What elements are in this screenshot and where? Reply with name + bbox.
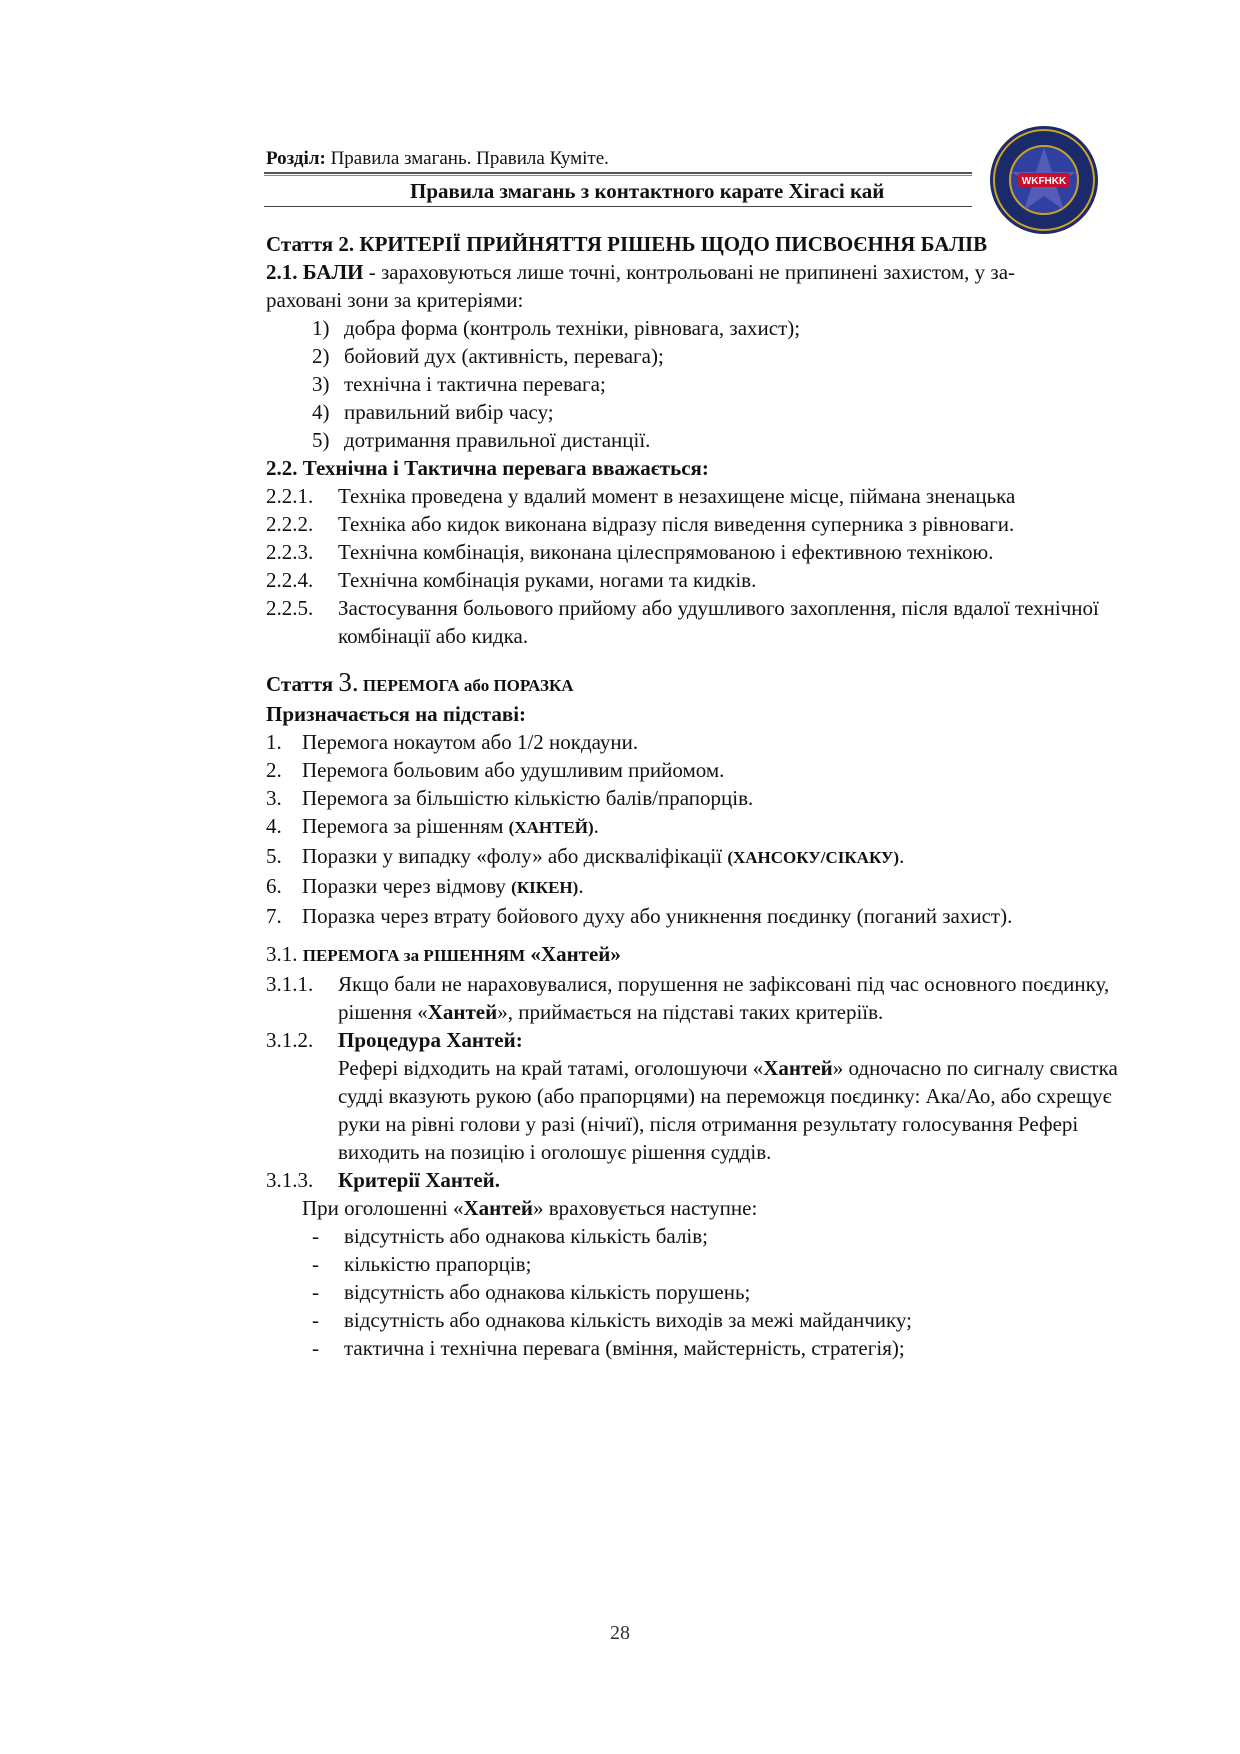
header-bottom-rule: [264, 206, 972, 207]
article-3-basis: Призначається на підставі:: [266, 702, 527, 726]
list-item: 3. Перемога за більшістю кількістю балів/прапорців.: [266, 786, 754, 810]
list-item: 2.2.3. Технічна комбінація, виконана цілеспрямованою і ефективною технікою.: [266, 540, 994, 564]
list-item: 2.2.5. Застосування больового прийому або удушливого захоплення, після вдалої технічної комбінації або кидка.: [266, 596, 1099, 648]
criteria-list: [266, 314, 1156, 454]
list-item: 5. Поразки у випадку «фолу» або дискваліфікації (ХАНСОКУ/СІКАКУ).: [266, 844, 905, 868]
article-3-title: Стаття 3. ПЕРЕМОГА або ПОРАЗКА: [266, 667, 574, 697]
list-item: 3) технічна і тактична перевага;: [312, 372, 606, 396]
list-item: 2.2.2. Техніка або кидок виконана відразу після виведення суперника з рівноваги.: [266, 512, 1015, 536]
list-item: 3.1.3. Критерії Хантей.: [266, 1168, 500, 1192]
list-item: 3.1.2. Процедура Хантей: Рефері відходить на край татамі, оголошуючи «Хантей» одночасно по сигналу свистка судді вказують рукою (або прапорцями) на переможця поєдинку: Ака/Ао, або схрещує руки на рівні голови у разі (нічиї), після отримання результату голосування Рефері виходить на позицію і оголошує рішення суддів.: [266, 1028, 1118, 1164]
list-item: 1) добра форма (контроль техніки, рівновага, захист);: [312, 316, 801, 340]
list-item: 3.1.1. Якщо бали не нараховувалися, порушення не зафіксовані під час основного поєдинку, рішення «Хантей», приймається на підставі таких критеріїв.: [266, 972, 1110, 1024]
article-3-list: [266, 728, 1156, 930]
list-item: 1. Перемога нокаутом або 1/2 нокдауни.: [266, 730, 639, 754]
section-2-1-cont: раховані зони за критеріями:: [266, 288, 524, 312]
list-item: 6. Поразки через відмову (КІКЕН).: [266, 874, 584, 898]
list-item: 4. Перемога за рішенням (ХАНТЕЙ).: [266, 814, 599, 838]
section-3-1-title: 3.1. ПЕРЕМОГА за РІШЕННЯМ «Хантей»: [266, 942, 621, 966]
list-item: - відсутність або однакова кількість виходів за межі майданчику;: [312, 1308, 912, 1332]
list-item: 7. Поразка через втрату бойового духу або уникнення поєдинку (поганий захист).: [266, 904, 1013, 928]
section-3-1-3-intro: При оголошенні «Хантей» враховується наступне:: [302, 1196, 758, 1220]
section-2-2-list: [266, 482, 1156, 650]
list-item: 2) бойовий дух (активність, перевага);: [312, 344, 664, 368]
main-content: [266, 230, 1156, 1362]
list-item: - відсутність або однакова кількість балів;: [312, 1224, 709, 1248]
hantei-criteria-list: [266, 1222, 1156, 1362]
list-item: 2.2.4. Технічна комбінація руками, ногами та кидків.: [266, 568, 757, 592]
header-rule: [264, 172, 972, 174]
section-text: Правила змагань. Правила Куміте.: [325, 148, 609, 169]
page-number: 28: [610, 1622, 630, 1644]
section-3-1-list: [266, 970, 1156, 1194]
logo-text: WKFHKK: [1021, 176, 1067, 187]
list-item: 2.2.1. Техніка проведена у вдалий момент в незахищене місце, піймана зненацька: [266, 484, 1016, 508]
section-2-2-title: 2.2. Технічна і Тактична перевага вважається:: [266, 456, 709, 480]
list-item: - тактична і технічна перевага (вміння, майстерність, стратегія);: [312, 1336, 905, 1360]
section-header: [266, 148, 609, 170]
article-2-title: Стаття 2. КРИТЕРІЇ ПРИЙНЯТТЯ РІШЕНЬ ЩОДО ПИСВОЄННЯ БАЛІВ: [266, 232, 988, 256]
list-item: 5) дотримання правильної дистанції.: [312, 428, 651, 452]
list-item: - кількістю прапорців;: [312, 1252, 532, 1276]
header-rule-thin: [264, 175, 972, 176]
section-label: Розділ:: [266, 148, 326, 169]
section-2-1: 2.1. БАЛИ - зараховуються лише точні, контрольовані не припинені захистом, у за-: [266, 260, 1016, 284]
list-item: - відсутність або однакова кількість порушень;: [312, 1280, 751, 1304]
list-item: 4) правильний вибір часу;: [312, 400, 554, 424]
list-item: 2. Перемога больовим або удушливим прийомом.: [266, 758, 725, 782]
federation-logo: [988, 124, 1100, 236]
document-title: Правила змагань з контактного карате Хігасі кай: [410, 179, 885, 203]
